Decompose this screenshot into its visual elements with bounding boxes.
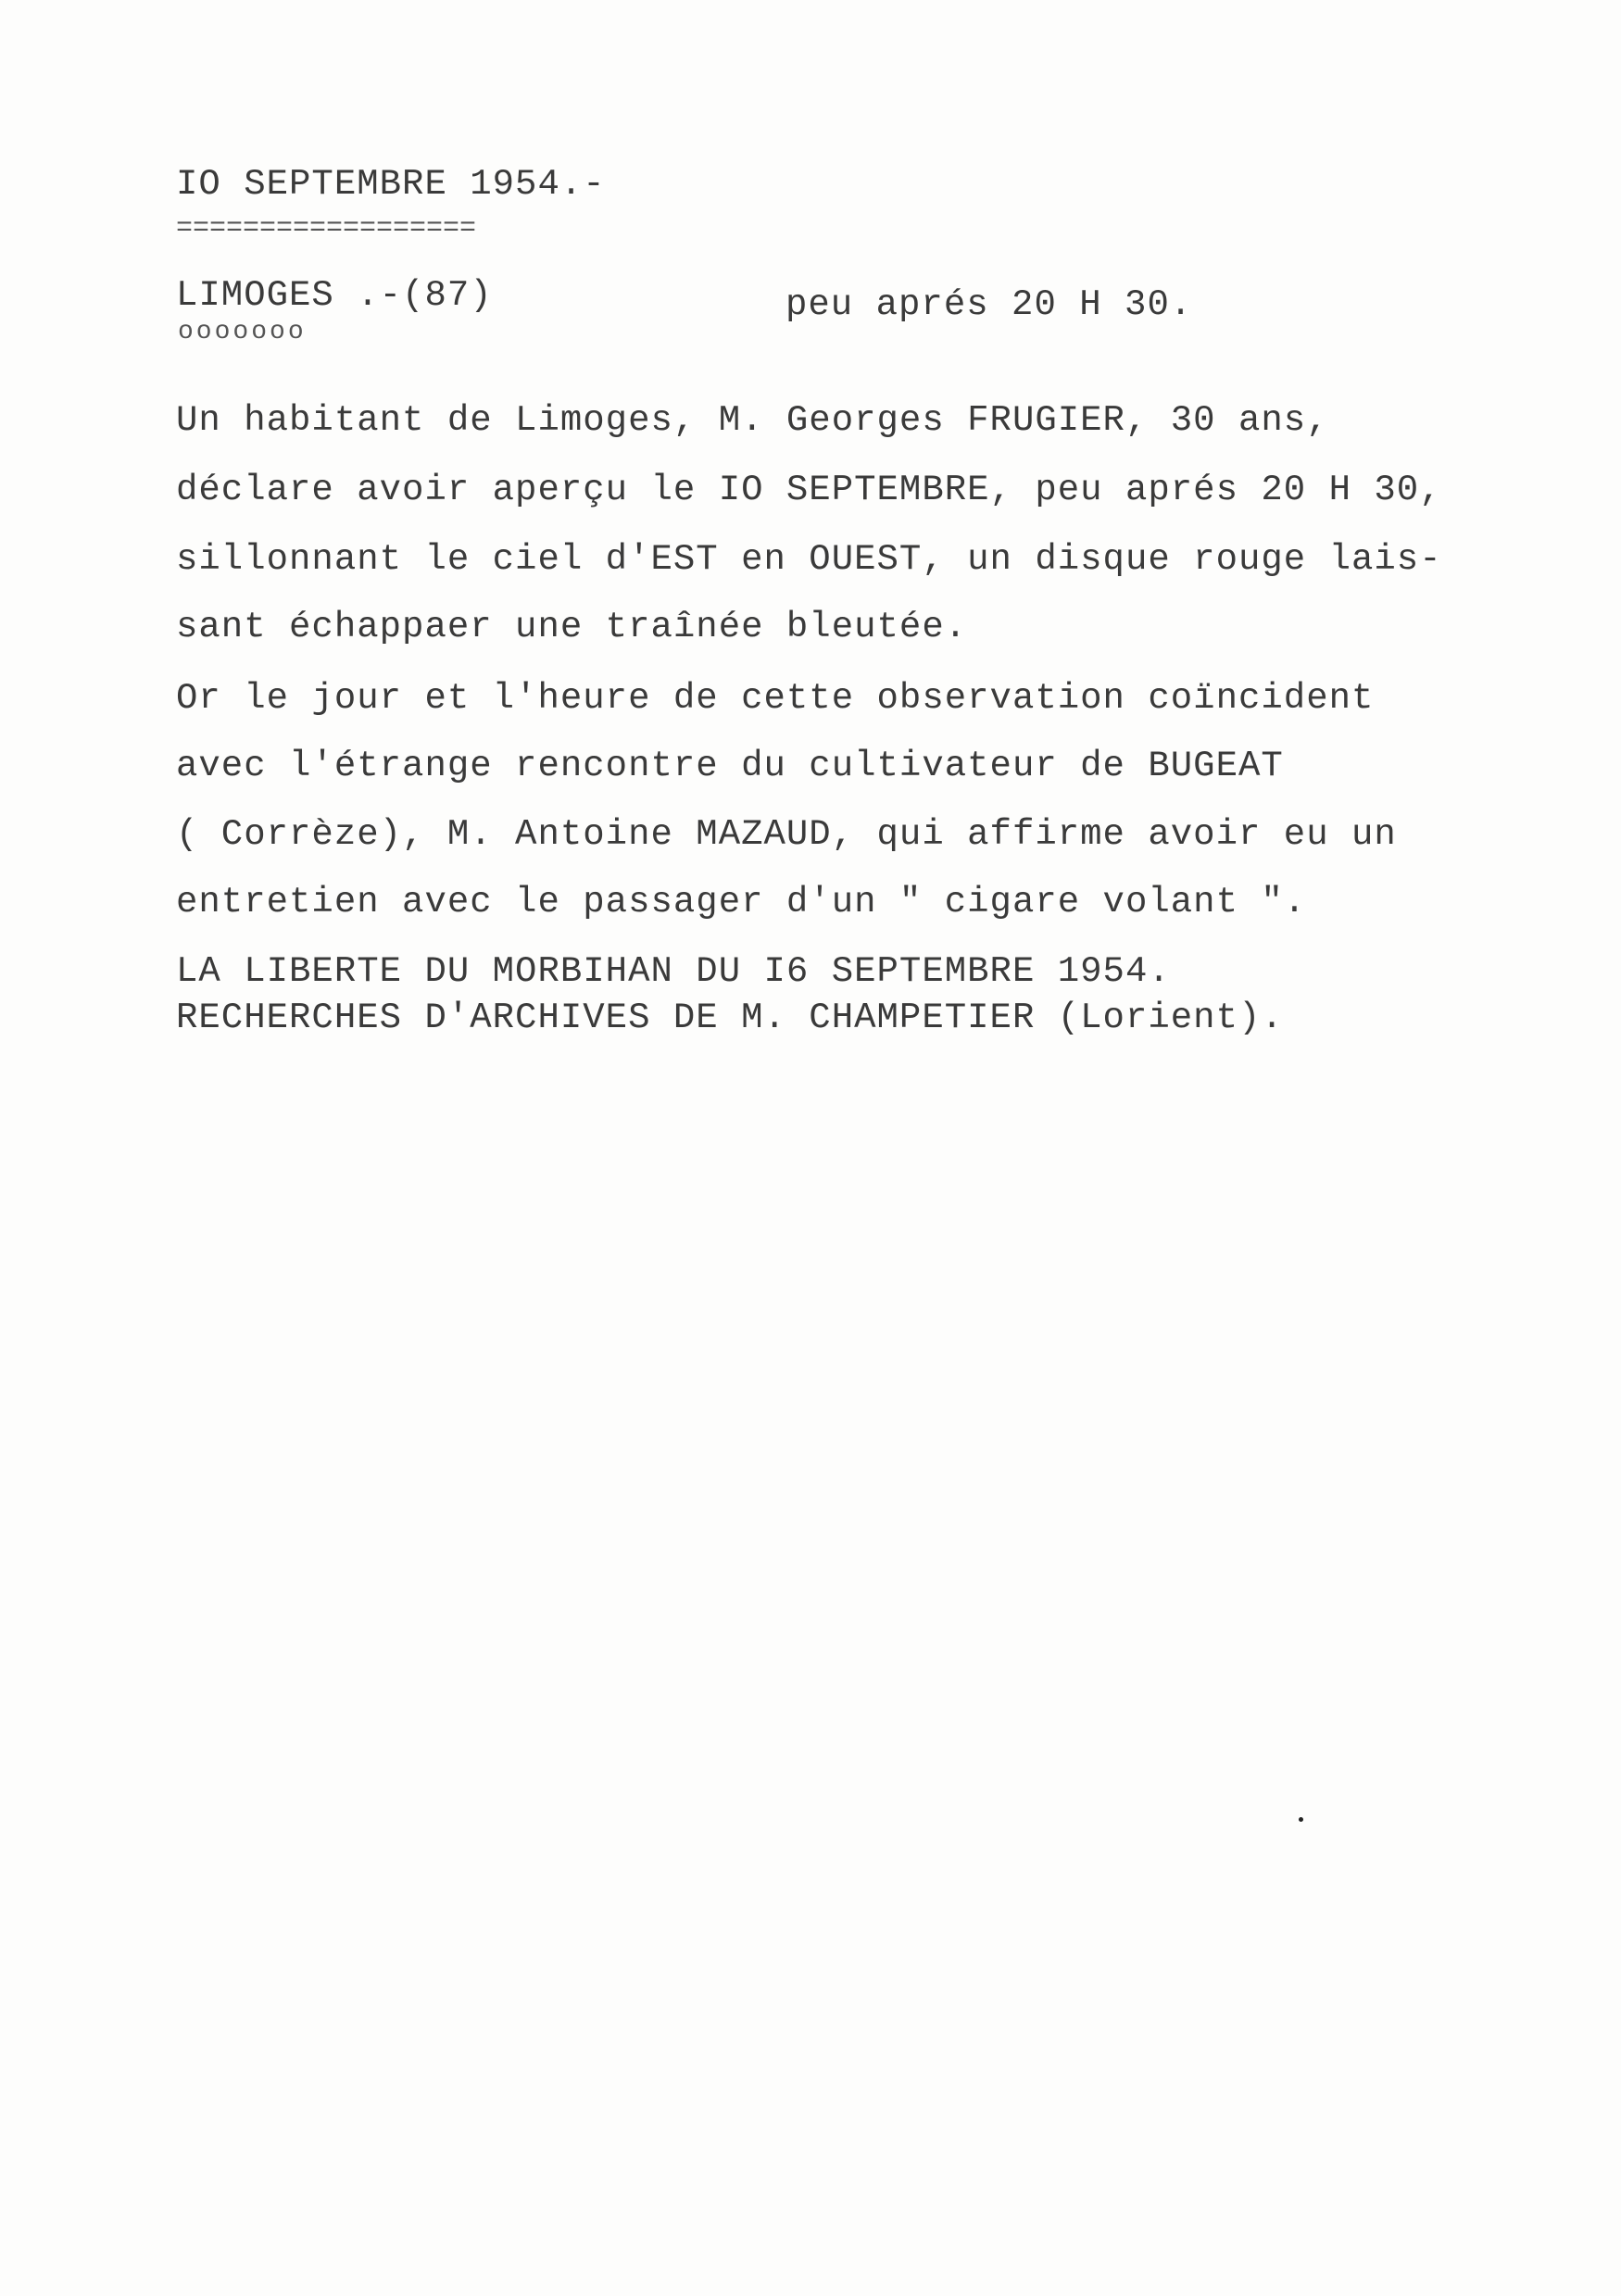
document-date: IO SEPTEMBRE 1954.- [176,164,606,205]
source-archive: RECHERCHES D'ARCHIVES DE M. CHAMPETIER (Lorient). [176,997,1284,1038]
body-line: ( Corrèze), M. Antoine MAZAUD, qui affirme avoir eu un [176,814,1397,855]
body-line: Un habitant de Limoges, M. Georges FRUGIER, 30 ans, [176,400,1329,441]
date-underline: ================== [176,213,477,245]
paper-speck [1299,1817,1303,1822]
body-line: sant échappaer une traînée bleutée. [176,607,968,647]
body-line: avec l'étrange rencontre du cultivateur de BUGEAT [176,746,1284,786]
body-line: entretien avec le passager d'un " cigare volant ". [176,882,1307,922]
location-heading: LIMOGES .-(87) [176,275,493,316]
source-citation: LA LIBERTE DU MORBIHAN DU I6 SEPTEMBRE 1954. [176,951,1171,992]
body-line: Or le jour et l'heure de cette observation coïncident [176,678,1375,719]
body-line: déclare avoir aperçu le IO SEPTEMBRE, peu aprés 20 H 30, [176,470,1442,510]
observation-time: peu aprés 20 H 30. [785,284,1193,325]
body-line: sillonnant le ciel d'EST en OUEST, un disque rouge lais- [176,539,1442,580]
location-underline: ooooooo [178,318,307,346]
